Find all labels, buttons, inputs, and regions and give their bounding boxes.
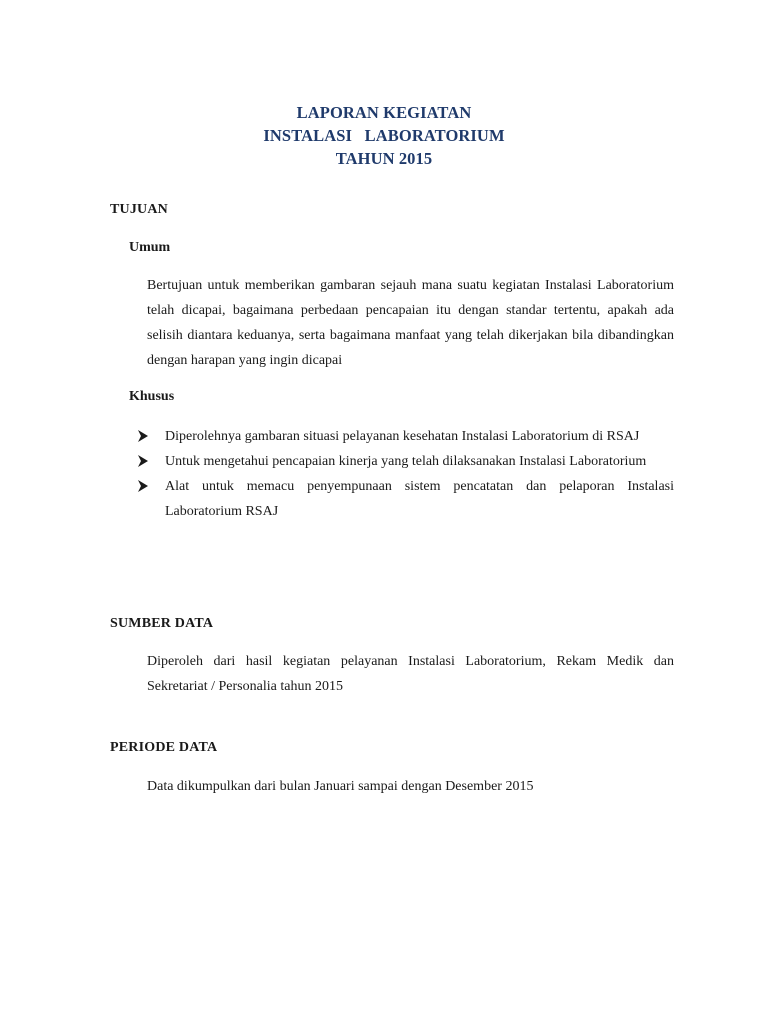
arrowhead-bullet-icon	[137, 455, 149, 467]
paragraph-umum: Bertujuan untuk memberikan gambaran sejauh mana suatu kegiatan Instalasi Laboratorium telah dicapai, bagaimana perbedaan pencapaian itu dengan standar tertentu, apakah ada selisih diantara keduanya, serta bagaimana manfaat yang telah dikerjakan bila dibandingkan dengan harapan yang ingin dicapai	[147, 278, 674, 368]
khusus-bullet-list	[129, 424, 674, 524]
section-heading-periode-data: PERIODE DATA	[110, 740, 218, 755]
report-title-line-2: INSTALASI LABORATORIUM	[263, 126, 505, 145]
section-heading-sumber-data: SUMBER DATA	[110, 616, 214, 631]
list-item	[129, 424, 674, 449]
list-item-text: Alat untuk memacu penyempunaan sistem pencatatan dan pelaporan Instalasi Laboratorium RSAJ	[165, 479, 674, 519]
list-item	[129, 474, 674, 524]
list-item-text: Diperolehnya gambaran situasi pelayanan kesehatan Instalasi Laboratorium di RSAJ	[165, 429, 640, 444]
arrowhead-bullet-icon	[137, 480, 149, 492]
paragraph-periode-data: Data dikumpulkan dari bulan Januari sampai dengan Desember 2015	[147, 779, 534, 794]
subheading-khusus: Khusus	[129, 389, 175, 404]
list-item	[129, 449, 674, 474]
report-title-line-3: TAHUN 2015	[335, 149, 433, 168]
list-item-text: Untuk mengetahui pencapaian kinerja yang telah dilaksanakan Instalasi Laboratorium	[165, 454, 647, 469]
paragraph-sumber-data: Diperoleh dari hasil kegiatan pelayanan Instalasi Laboratorium, Rekam Medik dan Sekretariat / Personalia tahun 2015	[147, 654, 674, 694]
section-heading-tujuan: TUJUAN	[110, 202, 168, 217]
subheading-umum: Umum	[129, 240, 171, 255]
arrowhead-bullet-icon	[137, 430, 149, 442]
report-title-line-1: LAPORAN KEGIATAN	[296, 103, 472, 122]
